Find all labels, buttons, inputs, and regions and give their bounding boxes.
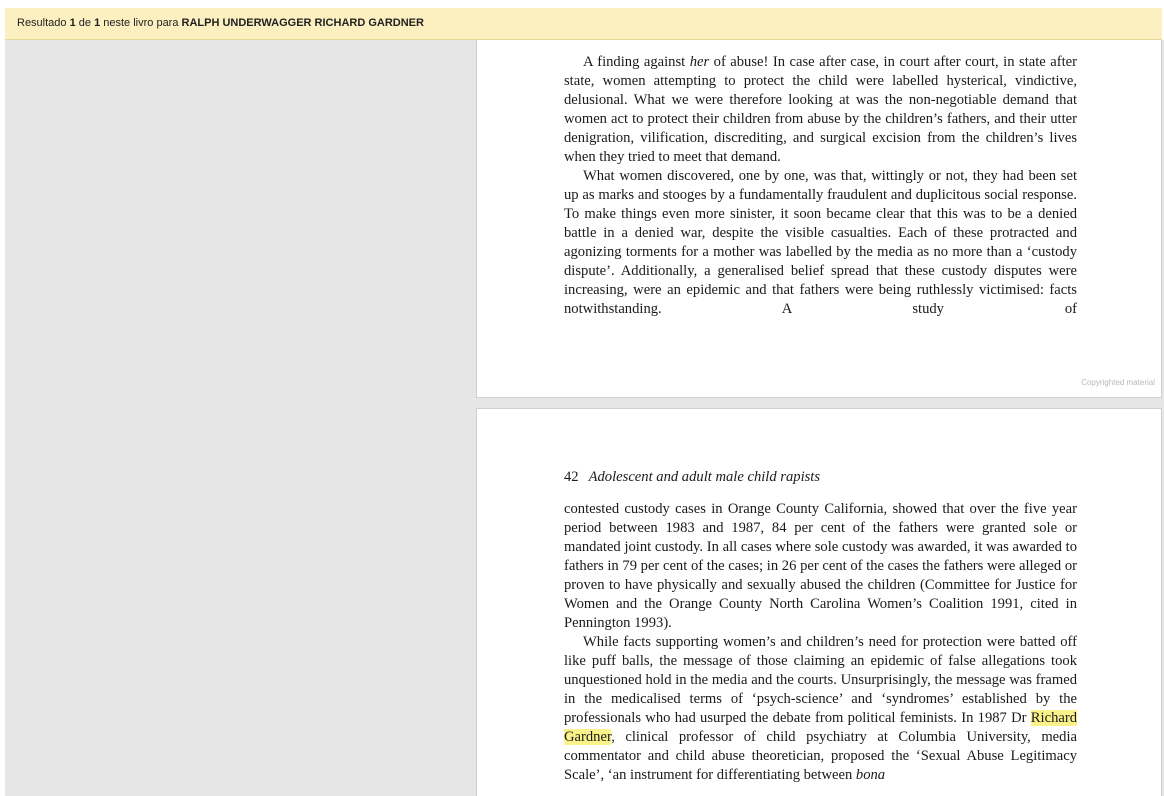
- search-highlight: Richard Gardner: [564, 710, 1077, 745]
- paragraph: [564, 633, 1077, 785]
- copyright-notice: Copyrighted material: [1081, 378, 1155, 387]
- book-page-41: [476, 40, 1162, 398]
- emphasis-text: bona: [855, 767, 886, 783]
- paragraph-text: of abuse! In case after case, in court after court, in state after state, women attempting to protect the child were labelled hysterical, vindictive, delusional. What we were therefore looking at was the non-negotiable demand that women act to protect their children from abuse by the children’s fathers, and their utter denigration, vilification, discrediting, and surgical excision from the children’s lives when they tried to meet that demand.: [564, 54, 1077, 165]
- banner-prefix: Resultado: [17, 17, 70, 29]
- result-current: 1: [69, 17, 76, 29]
- book-viewer[interactable]: [5, 40, 1164, 796]
- search-result-banner: [5, 8, 1162, 40]
- search-query: RALPH UNDERWAGGER RICHARD GARDNER: [181, 17, 424, 29]
- paragraph-text: , clinical professor of child psychiatry at Columbia University, media commentator and child abuse theoretician, proposed the ‘Sexual Abuse Legitimacy Scale’, ‘an instrument for differentiating between: [564, 729, 1077, 783]
- paragraph: What women discovered, one by one, was that, wittingly or not, they had been set up as marks and stooges by a fundamentally fraudulent and duplicitous social response. To make things even more sinister, it soon became clear that this was to be a denied battle in a denied war, despite the visible casualties. Each of these protracted and agonizing torments for a mother was labelled by the media as no more than a ‘custody dispute’. Additionally, a generalised belief spread that these custody disputes were increasing, were an epidemic and that fathers were being ruthlessly victimised: facts notwithstanding. A study of: [564, 168, 1077, 317]
- result-total: 1: [94, 17, 101, 29]
- book-page-42: [476, 408, 1162, 796]
- running-head-title: Adolescent and adult male child rapists: [588, 469, 821, 485]
- page-number: 42: [564, 469, 579, 485]
- paragraph-text: While facts supporting women’s and children’s need for protection were batted off like puff balls, the message of those claiming an epidemic of false allegations took unquestioned hold in the media and the courts. Unsurprisingly, the message was framed in the medicalised terms of ‘psych-science’ and ‘syndromes’ established by the professionals who had usurped the debate from political feminists. In 1987 Dr: [564, 634, 1077, 726]
- running-head: [564, 469, 820, 486]
- page-body: [564, 53, 1077, 319]
- page-body: [564, 500, 1077, 785]
- banner-of: de: [75, 17, 95, 29]
- banner-middle: neste livro para: [100, 17, 182, 29]
- emphasis-text: her: [689, 54, 710, 70]
- paragraph-text: A finding against: [583, 54, 690, 70]
- paragraph: contested custody cases in Orange County California, showed that over the five year period between 1983 and 1987, 84 per cent of the fathers were granted sole or mandated joint custody. In all cases where sole custody was awarded, it was awarded to fathers in 79 per cent of the cases; in 26 per cent of the cases the fathers were alleged or proven to have physically and sexually abused the children (Committee for Justice for Women and the Orange County North Carolina Women’s Coalition 1991, cited in Pennington 1993).: [564, 501, 1077, 631]
- paragraph: [564, 53, 1077, 167]
